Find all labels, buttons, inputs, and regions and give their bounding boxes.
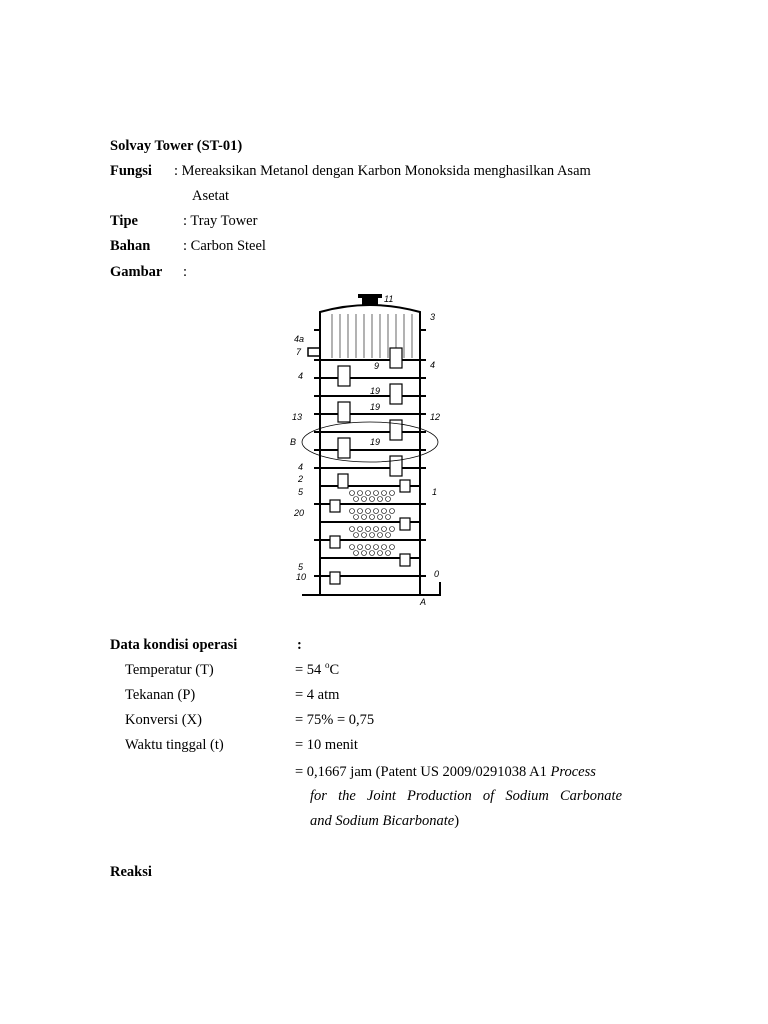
figure-label-10: 10 (296, 572, 307, 582)
temperature-value: = 54 $^o$C (295, 660, 340, 678)
figure-label-7: 7 (296, 347, 302, 357)
figure-label-19-a: 19 (370, 386, 381, 396)
operating-heading: Data kondisi operasi (110, 637, 238, 653)
figure-label-3: 3 (430, 312, 436, 322)
solvay-tower-drawing (280, 290, 460, 610)
gambar-label: Gambar (110, 264, 163, 280)
temperature-label: Temperatur (T) (125, 662, 214, 678)
figure-label-0: 0 (434, 569, 440, 579)
pressure-value: = 4 atm (295, 687, 340, 703)
fungsi-label: Fungsi (110, 163, 152, 179)
gambar-value: : (183, 264, 188, 280)
reaksi-heading: Reaksi (110, 864, 152, 880)
bahan-value: : Carbon Steel (183, 238, 266, 254)
figure-label-19-c: 19 (370, 437, 381, 447)
figure-label-4-right: 4 (430, 360, 436, 370)
figure-label-4a: 4a (294, 334, 305, 344)
fungsi-value: : Mereaksikan Metanol dengan Karbon Monoksida menghasilkan Asam (174, 163, 591, 179)
residence-time-value: = 10 menit (295, 737, 358, 753)
figure-label-2: 2 (298, 474, 304, 484)
patent-title-line-3: and Sodium Bicarbonate) (310, 813, 460, 829)
conversion-value: = 75% = 0,75 (295, 712, 375, 728)
figure-label-a: A (420, 597, 427, 607)
tipe-label: Tipe (110, 213, 138, 229)
operating-colon: : (297, 637, 302, 653)
patent-title-line-2: for the Joint Production of Sodium Carbonate (310, 788, 622, 804)
figure-label-1: 1 (432, 487, 438, 497)
residence-time-label: Waktu tinggal (t) (125, 737, 224, 753)
figure-label-19-b: 19 (370, 402, 381, 412)
figure-label-5-top: 5 (298, 487, 304, 497)
figure-label-9: 9 (374, 361, 380, 371)
page-title: Solvay Tower (ST-01) (110, 138, 243, 154)
figure-label-4-left-top: 4 (298, 371, 304, 381)
figure-label-11: 11 (384, 294, 394, 304)
bahan-label: Bahan (110, 238, 151, 254)
figure-label-13: 13 (292, 412, 303, 422)
residence-time-continued: = 0,1667 jam (Patent US 2009/0291038 A1 Process (295, 764, 596, 780)
tipe-value: : Tray Tower (183, 213, 258, 229)
fungsi-value-continued: Asetat (192, 188, 230, 204)
pressure-label: Tekanan (P) (125, 687, 196, 703)
figure-label-20: 20 (294, 508, 305, 518)
figure-label-b: B (290, 437, 297, 447)
figure-label-5-bottom: 5 (298, 562, 304, 572)
figure-label-12: 12 (430, 412, 441, 422)
figure-label-4-left-bottom: 4 (298, 462, 304, 472)
conversion-label: Konversi (X) (125, 712, 202, 728)
